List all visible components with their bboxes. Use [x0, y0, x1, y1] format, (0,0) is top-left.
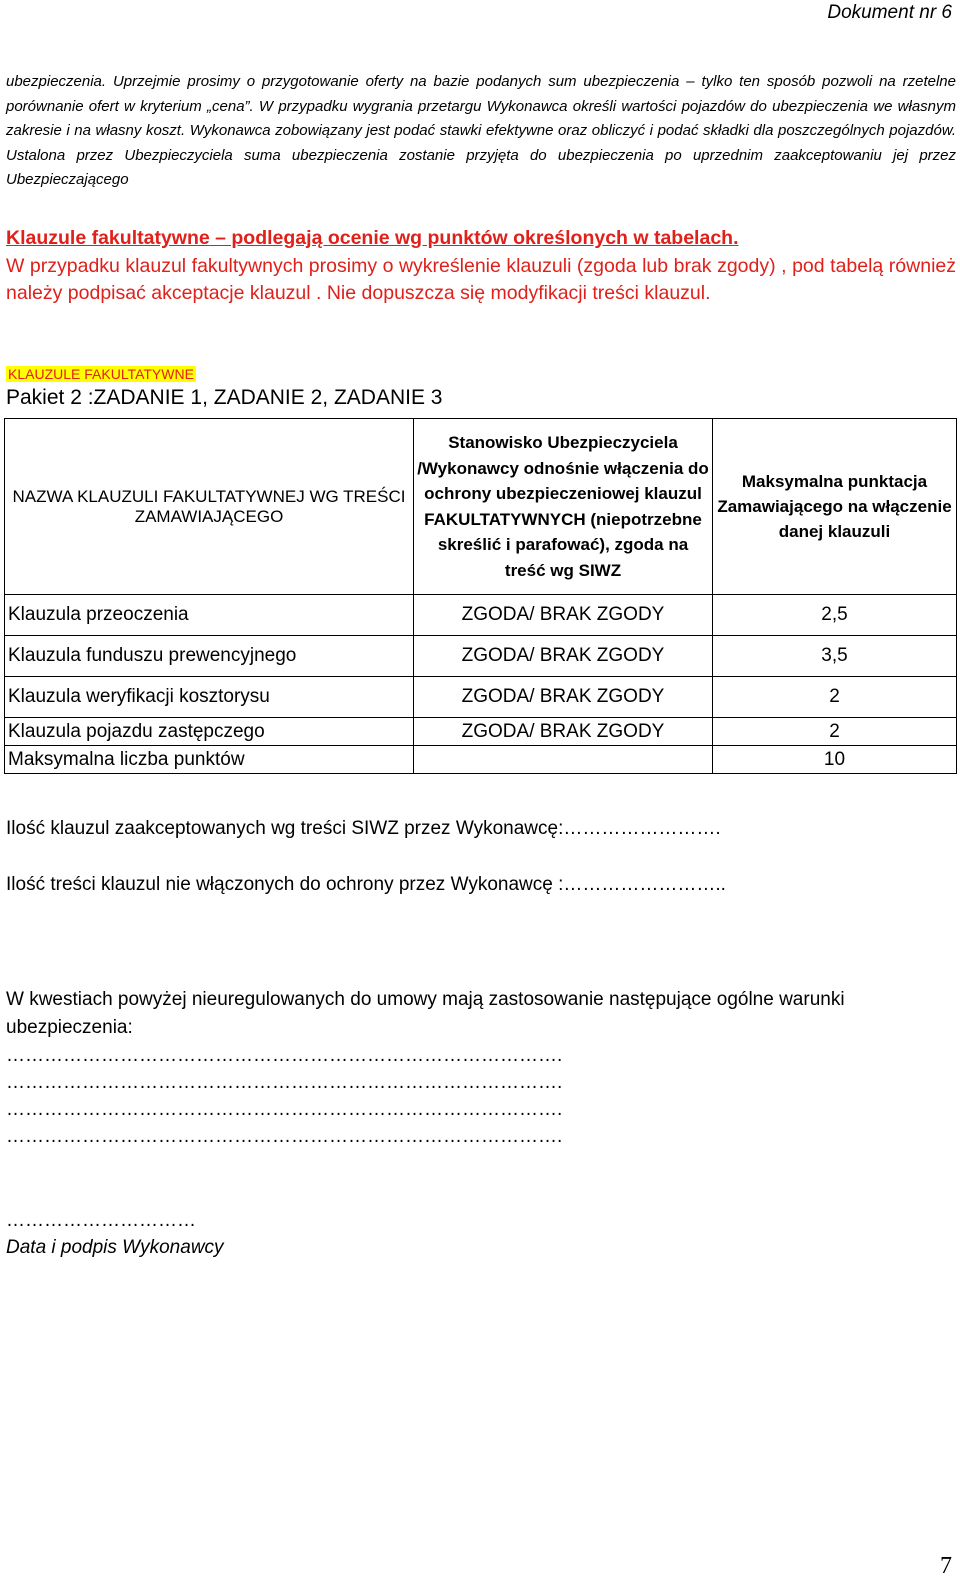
table-header-row: [5, 419, 957, 595]
table-row: [5, 595, 957, 636]
signature-label: Data i podpis Wykonawcy: [6, 1237, 224, 1258]
notice-heading: Klauzule fakultatywne – podlegają ocenie wg punktów określonych w tabelach.: [6, 227, 739, 249]
table-row: [5, 718, 957, 746]
package-title: Pakiet 2 :ZADANIE 1, ZADANIE 2, ZADANIE 3: [6, 386, 443, 409]
general-terms-text: W kwestiach powyżej nieuregulowanych do umowy mają zastosowanie następujące ogólne warunki ubezpieczenia:: [6, 989, 845, 1038]
clauses-table: [4, 418, 957, 774]
document-label: Dokument nr 6: [827, 2, 952, 23]
signature-line: …………………………: [6, 1210, 196, 1231]
not-included-clauses-count: Ilość treści klauzul nie włączonych do ochrony przez Wykonawcę :……………………..: [6, 874, 726, 895]
fill-line: …………………………………………………………………………….: [6, 1126, 563, 1147]
header-max-points: Maksymalna punktacja Zamawiającego na włączenie danej klauzuli: [713, 419, 957, 595]
clause-status: ZGODA/ BRAK ZGODY: [414, 718, 713, 746]
clause-points: 2,5: [713, 595, 957, 636]
accepted-clauses-count: Ilość klauzul zaakceptowanych wg treści SIWZ przez Wykonawcę:…………………….: [6, 818, 721, 839]
table-total-row: [5, 746, 957, 774]
fill-line: …………………………………………………………………………….: [6, 1045, 563, 1066]
fill-line: …………………………………………………………………………….: [6, 1072, 563, 1093]
clause-name: Klauzula przeoczenia: [5, 595, 414, 636]
clause-status: ZGODA/ BRAK ZGODY: [414, 677, 713, 718]
clause-name: Klauzula weryfikacji kosztorysu: [5, 677, 414, 718]
intro-paragraph: [6, 70, 956, 193]
total-status: [414, 746, 713, 774]
header-insurer-position: Stanowisko Ubezpieczyciela /Wykonawcy odnośnie włączenia do ochrony ubezpieczeniowej klauzul FAKULTATYWNYCH (niepotrzebne skreślić i parafować), zgoda na treść wg SIWZ: [414, 419, 713, 595]
intro-italic-text: ubezpieczenia. Uprzejmie prosimy o przygotowanie oferty na bazie podanych sum ubezpieczenia – tylko ten sposób pozwoli na rzetelne porównanie ofert w kryterium „cena”. W przypadku wygrania przetargu Wykonawca określi wartości pojazdów do ubezpieczenia we własnym zakresie i na własny koszt. Wykonawca zobowiązany jest podać stawki efektywne oraz obliczyć i podać składki dla poszczególnych pojazdów.: [6, 73, 956, 139]
total-points: 10: [713, 746, 957, 774]
clause-points: 2: [713, 677, 957, 718]
table-row: [5, 677, 957, 718]
clause-status: ZGODA/ BRAK ZGODY: [414, 595, 713, 636]
intro-normal-text: Ustalona przez Ubezpieczyciela suma ubezpieczenia zostanie przyjęta do ubezpieczenia po uprzednim zaakceptowaniu jej przez Ubezpieczającego: [6, 146, 956, 188]
table-row: [5, 636, 957, 677]
fill-line: …………………………………………………………………………….: [6, 1099, 563, 1120]
total-label: Maksymalna liczba punktów: [5, 746, 414, 774]
clause-status: ZGODA/ BRAK ZGODY: [414, 636, 713, 677]
clause-name: Klauzula pojazdu zastępczego: [5, 718, 414, 746]
page-number: 7: [940, 1553, 952, 1579]
notice-text: W przypadku klauzul fakultywnych prosimy o wykreślenie klauzuli (zgoda lub brak zgody) , pod tabelą również należy podpisać akceptacje klauzul . Nie dopuszcza się modyfikacji treści klauzul.: [6, 255, 956, 304]
clause-points: 2: [713, 718, 957, 746]
clause-name: Klauzula funduszu prewencyjnego: [5, 636, 414, 677]
section-badge: KLAUZULE FAKULTATYWNE: [8, 366, 194, 382]
clause-points: 3,5: [713, 636, 957, 677]
header-clause-name: NAZWA KLAUZULI FAKULTATYWNEJ WG TREŚCI ZAMAWIAJĄCEGO: [5, 419, 414, 595]
